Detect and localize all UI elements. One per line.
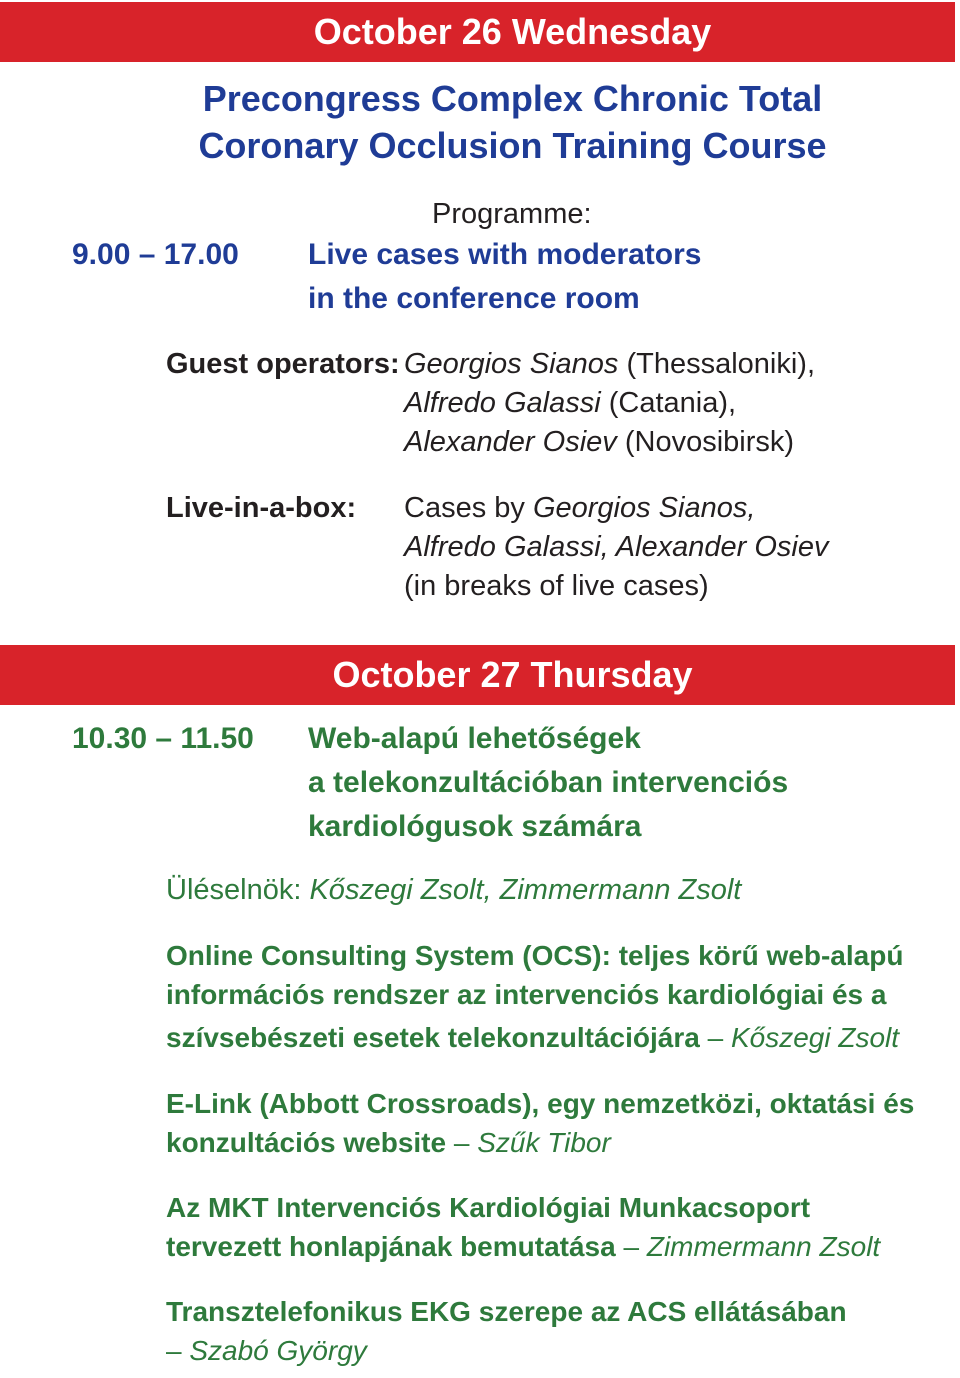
talk-title-text: szívsebészeti esetek telekonzultációjára (166, 1022, 700, 1053)
course-title-line: Coronary Occlusion Training Course (198, 125, 827, 166)
live-box-line (404, 489, 828, 528)
session-title-line: in the conference room (308, 282, 640, 315)
session-title-line: a telekonzultációban intervenciós (308, 766, 789, 799)
talk-item (166, 1188, 880, 1266)
talk-title-line (166, 1018, 903, 1057)
talk-dash: – (446, 1127, 478, 1158)
live-in-a-box-details (404, 489, 828, 606)
operator-name: Alexander Osiev (404, 426, 617, 458)
talk-dash: – (615, 1231, 647, 1262)
chairs-names: Kőszegi Zsolt, Zimmermann Zsolt (309, 874, 742, 906)
day2-date-heading: October 27 Thursday (332, 654, 693, 695)
course-title-line: Precongress Complex Chronic Total (202, 78, 823, 119)
operator-city: (Thessaloniki), (618, 348, 816, 380)
session-chairs (166, 871, 741, 910)
programme-label: Programme: (432, 198, 592, 230)
talk-title-text: konzultációs website (166, 1127, 447, 1158)
live-box-note: (in breaks of live cases) (404, 570, 709, 602)
talk-speaker: Szabó György (189, 1335, 367, 1366)
talk-dash: – (699, 1022, 731, 1053)
talk-title-line: Online Consulting System (OCS): teljes körű web-alapú (166, 940, 904, 971)
day1-date-heading: October 26 Wednesday (313, 11, 712, 52)
guest-operator (404, 423, 815, 462)
guest-operators-list (404, 345, 815, 462)
talk-speaker: Szűk Tibor (477, 1127, 611, 1158)
session-title-line: kardiológusok számára (308, 810, 642, 843)
session-title-line: Web-alapú lehetőségek (308, 722, 641, 755)
day2-session-time: 10.30 – 11.50 (72, 722, 254, 755)
talk-title-line: Az MKT Intervenciós Kardiológiai Munkacsoport (166, 1192, 811, 1223)
day2-session-title (308, 717, 788, 849)
live-box-names: Georgios Sianos, (532, 492, 756, 524)
day2-header-band (0, 645, 955, 705)
live-in-a-box-label: Live-in-a-box: (166, 492, 357, 524)
chairs-label: Üléselnök: (166, 874, 310, 906)
session-title-line: Live cases with moderators (308, 238, 702, 271)
operator-city: (Catania), (600, 387, 737, 419)
guest-operator (404, 384, 815, 423)
course-title (0, 75, 960, 169)
talk-speaker-line (166, 1331, 847, 1370)
talk-title-line: E-Link (Abbott Crossroads), egy nemzetközi, oktatási és (166, 1088, 915, 1119)
live-box-prefix: Cases by (404, 492, 533, 524)
talk-title-line (166, 1227, 880, 1266)
talk-title-text: tervezett honlapjának bemutatása (166, 1231, 616, 1262)
day1-session-time: 9.00 – 17.00 (72, 238, 239, 271)
talk-speaker: Kőszegi Zsolt (730, 1022, 900, 1053)
operator-name: Alfredo Galassi (404, 387, 601, 419)
talk-title-line (166, 1123, 914, 1162)
talk-item (166, 1292, 847, 1370)
talk-speaker: Zimmermann Zsolt (646, 1231, 881, 1262)
talk-title-line: információs rendszer az intervenciós kardiológiai és a (166, 979, 887, 1010)
live-box-names: Alfredo Galassi, Alexander Osiev (404, 531, 829, 563)
talk-title-line: Transztelefonikus EKG szerepe az ACS ellátásában (166, 1296, 847, 1327)
talk-item (166, 936, 903, 1057)
guest-operator (404, 345, 815, 384)
talk-item (166, 1084, 914, 1162)
talk-dash: – (166, 1335, 190, 1366)
operator-name: Georgios Sianos (404, 348, 619, 380)
day1-session-title (308, 233, 702, 321)
day1-header-band (0, 2, 955, 62)
operator-city: (Novosibirsk) (616, 426, 795, 458)
guest-operators-label: Guest operators: (166, 348, 400, 380)
